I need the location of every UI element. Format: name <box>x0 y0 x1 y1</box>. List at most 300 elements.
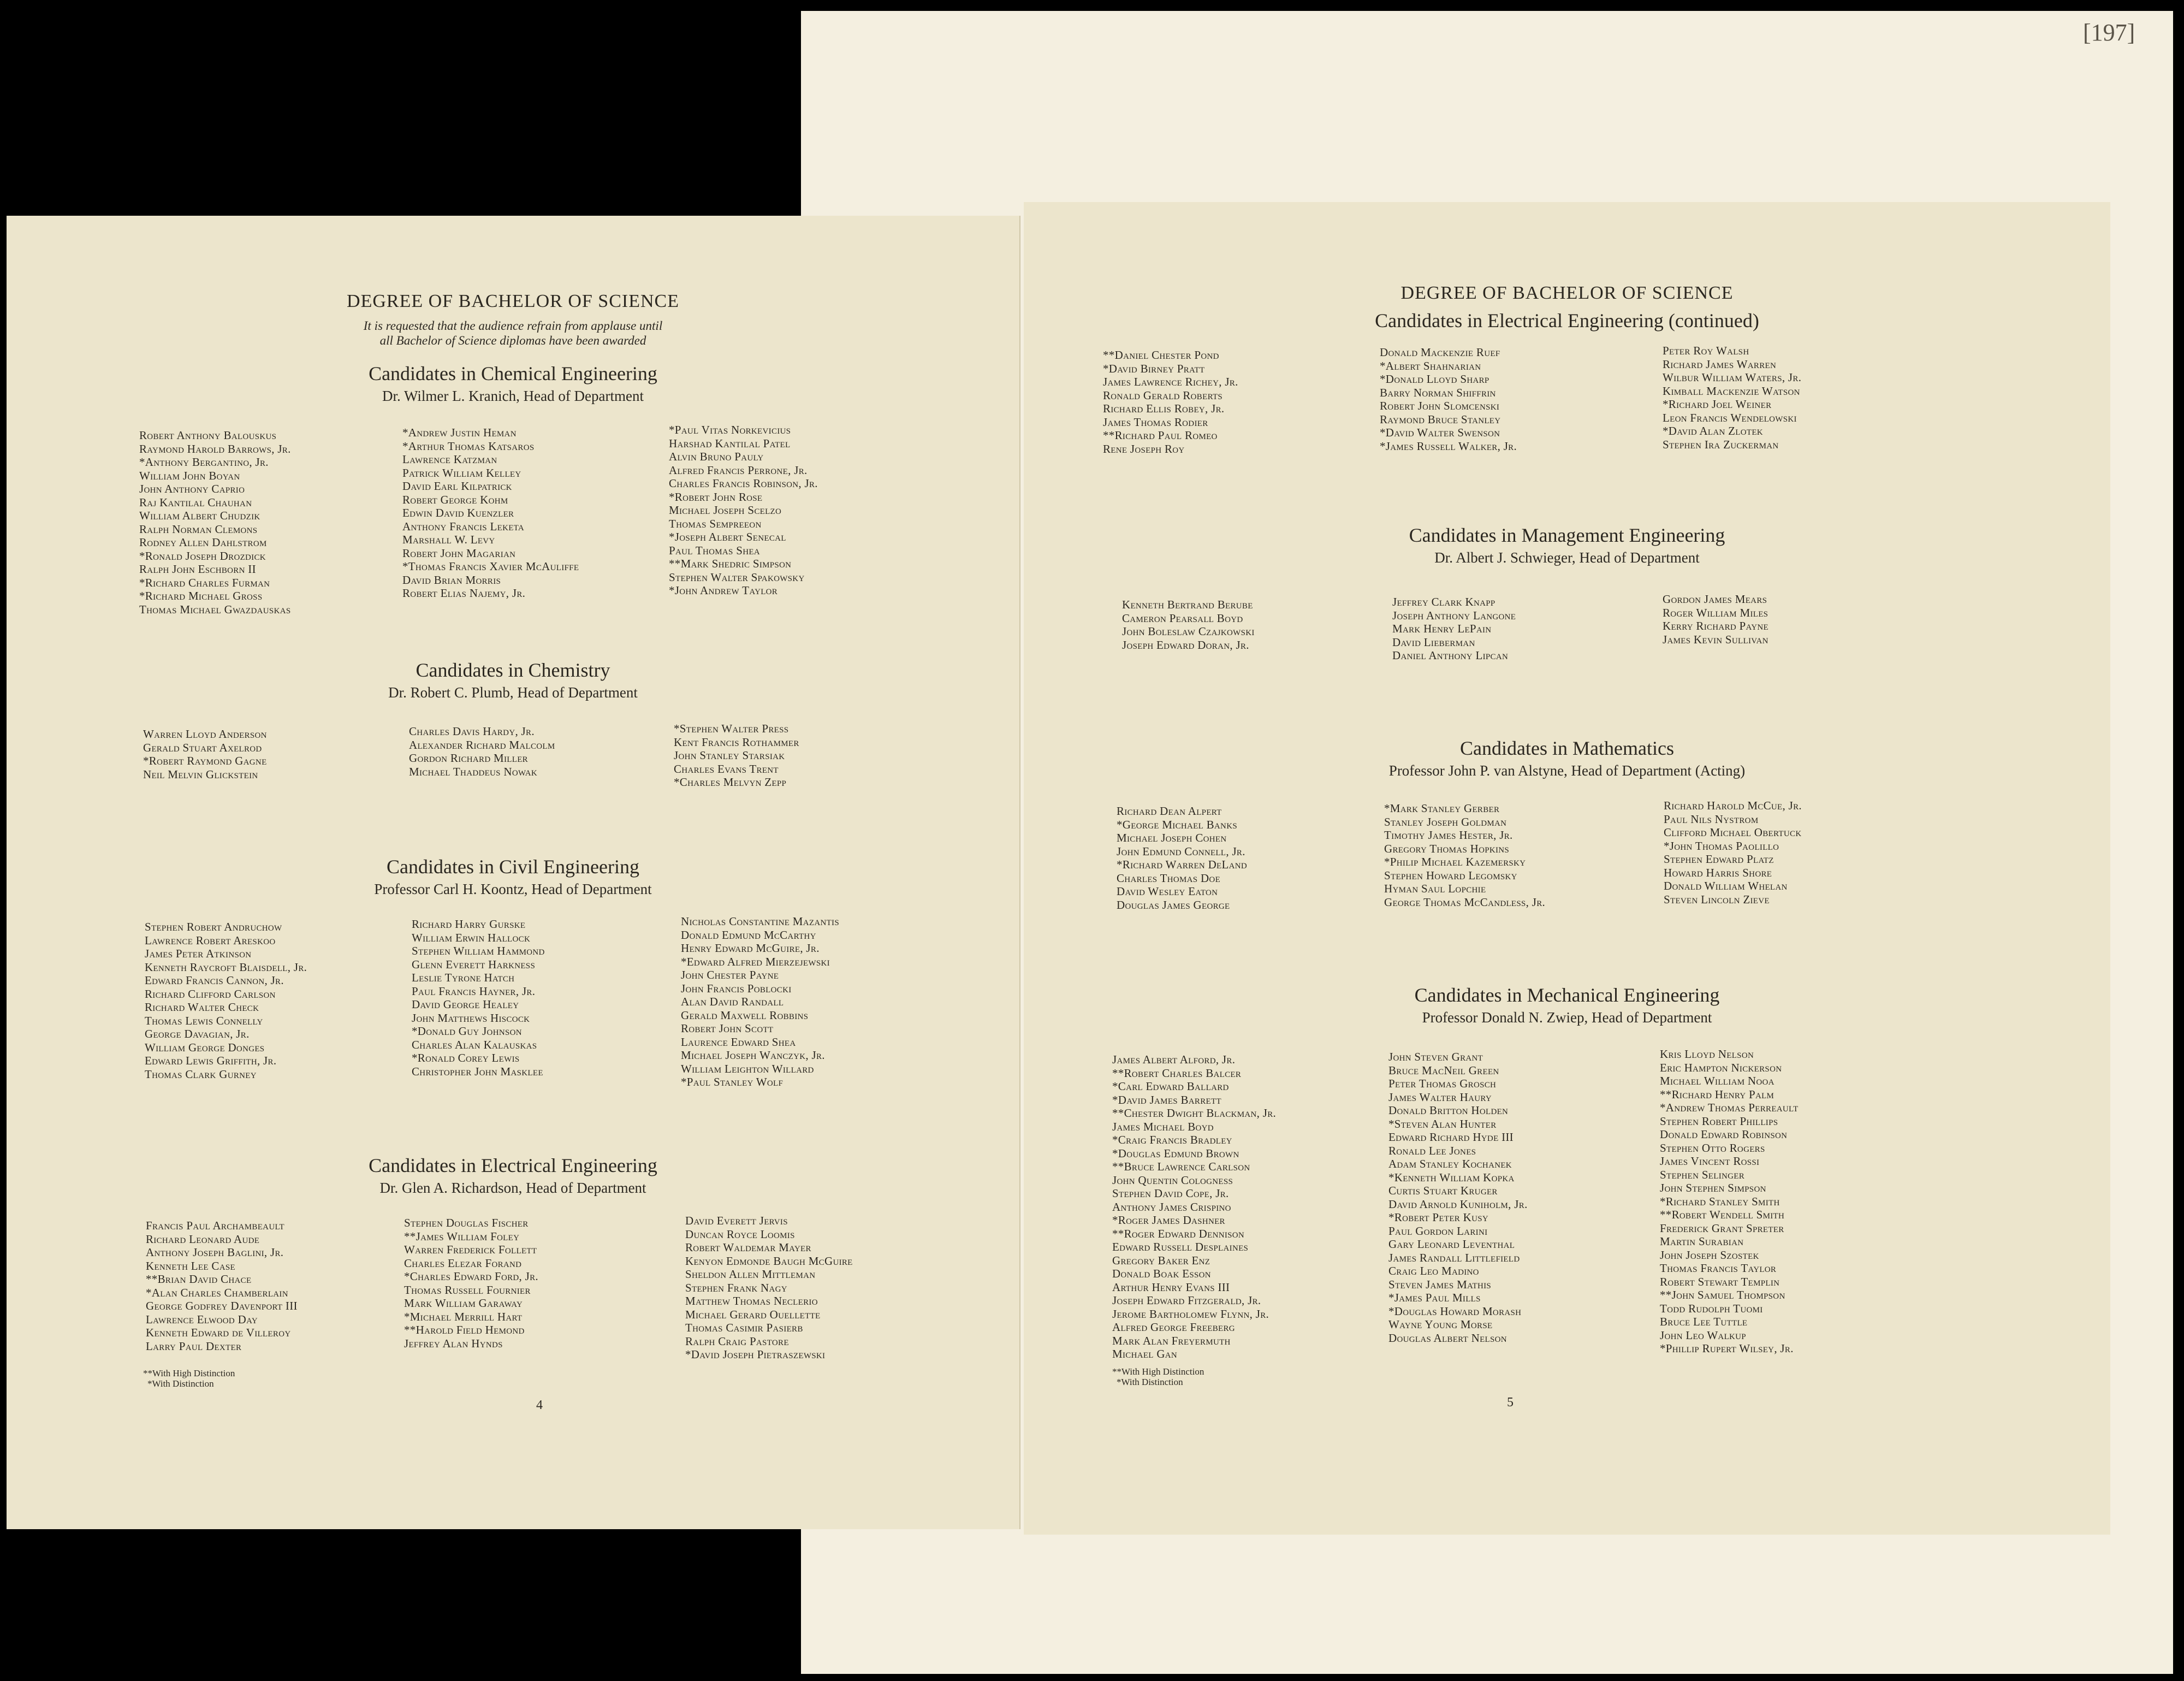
graduate-name: *David Birney Pratt <box>1103 362 1205 375</box>
section-title: Candidates in Electrical Engineering (continued) <box>1375 310 1759 332</box>
graduate-name: John Anthony Caprio <box>139 482 245 495</box>
graduate-name: Stephen Howard Legomsky <box>1384 868 1517 882</box>
graduate-name: Patrick William Kelley <box>402 466 521 480</box>
section-electrical-engineering-continued <box>1024 309 2110 333</box>
graduate-name: Charles Thomas Doe <box>1117 871 1221 885</box>
graduate-name: William Albert Chudzik <box>139 509 260 522</box>
section-title: Candidates in Chemistry <box>416 659 610 681</box>
graduate-name: David Brian Morris <box>402 573 501 587</box>
graduate-name: David Lieberman <box>1392 635 1475 649</box>
graduate-name: *Edward Alfred Mierzejewski <box>681 955 830 968</box>
graduate-name: Douglas James George <box>1117 898 1230 911</box>
section-chemical-engineering <box>7 362 1019 406</box>
graduate-name: Alan David Randall <box>681 995 784 1008</box>
graduate-name: David Everett Jervis <box>685 1214 788 1227</box>
graduate-name: Donald Britton Holden <box>1388 1104 1509 1117</box>
names-column <box>1103 348 1238 455</box>
graduate-name: Anthony Joseph Baglini, Jr. <box>146 1246 284 1259</box>
names-column <box>402 426 579 600</box>
graduate-name: **James William Foley <box>404 1229 520 1243</box>
graduate-name: Wayne Young Morse <box>1388 1318 1493 1331</box>
graduate-name: Thomas Casimir Pasierb <box>685 1321 803 1334</box>
graduate-name: John Chester Payne <box>681 968 779 981</box>
graduate-name: Robert John Magarian <box>402 546 516 560</box>
section-title: Candidates in Mathematics <box>1460 737 1674 759</box>
graduate-name: Duncan Royce Loomis <box>685 1227 795 1241</box>
graduate-name: Harshad Kantilal Patel <box>669 436 791 450</box>
graduate-name: Kent Francis Rothammer <box>674 735 799 749</box>
graduate-name: *Douglas Edmund Brown <box>1112 1146 1239 1160</box>
graduate-name: **Harold Field Hemond <box>404 1323 525 1336</box>
graduate-name: Stephen Otto Rogers <box>1660 1141 1765 1155</box>
graduate-name: **Mark Shedric Simpson <box>669 557 792 570</box>
graduate-name: Lawrence Katzman <box>402 453 497 466</box>
graduate-name: Charles Francis Robinson, Jr. <box>669 477 818 490</box>
names-column <box>143 727 267 781</box>
section-title: Candidates in Management Engineering <box>1409 524 1725 546</box>
graduate-name: Frederick Grant Spreter <box>1660 1221 1784 1235</box>
graduate-name: *Steven Alan Hunter <box>1388 1117 1497 1130</box>
graduate-name: *Paul Vitas Norkevicius <box>669 423 791 436</box>
program-page-4 <box>7 216 1020 1529</box>
graduate-name: *George Michael Banks <box>1117 818 1237 831</box>
section-mechanical-engineering <box>1024 983 2110 1028</box>
graduate-name: *Craig Francis Bradley <box>1112 1133 1232 1146</box>
graduate-name: **John Samuel Thompson <box>1660 1288 1785 1301</box>
graduate-name: Edward Francis Cannon, Jr. <box>145 974 284 987</box>
graduate-name: **Richard Henry Palm <box>1660 1087 1775 1101</box>
graduate-name: Ralph John Eschborn II <box>139 563 256 576</box>
degree-heading: DEGREE OF BACHELOR OF SCIENCE <box>1400 283 1734 303</box>
graduate-name: *David Alan Zlotek <box>1663 424 1763 437</box>
graduate-name: *Richard Warren DeLand <box>1117 858 1248 871</box>
graduate-name: Stephen Robert Andruchow <box>145 920 282 933</box>
section-title: Candidates in Mechanical Engineering <box>1414 984 1720 1006</box>
graduate-name: Alfred George Freeberg <box>1112 1321 1235 1334</box>
graduate-name: Robert John Scott <box>681 1022 774 1035</box>
graduate-name: James Thomas Rodier <box>1103 415 1208 429</box>
graduate-name: Daniel Anthony Lipcan <box>1392 649 1509 662</box>
graduate-name: Ronald Gerald Roberts <box>1103 388 1223 402</box>
graduate-name: **Chester Dwight Blackman, Jr. <box>1112 1106 1277 1120</box>
graduate-name: Anthony James Crispino <box>1112 1200 1231 1214</box>
graduate-name: Donald Mackenzie Ruef <box>1380 346 1500 359</box>
graduate-name: *Charles Melvyn Zepp <box>674 776 787 789</box>
graduate-name: Stephen Ira Zuckerman <box>1663 437 1779 451</box>
graduate-name: Paul Nils Nystrom <box>1664 812 1759 826</box>
graduate-name: Neil Melvin Glickstein <box>143 767 258 781</box>
graduate-name: Thomas Sempreeon <box>669 517 762 530</box>
graduate-name: Jerome Bartholomew Flynn, Jr. <box>1112 1307 1269 1321</box>
legend-distinction: *With Distinction <box>1117 1377 1183 1387</box>
graduate-name: Clifford Michael Obertuck <box>1664 826 1802 839</box>
graduate-name: *Ronald Joseph Drozdick <box>139 549 266 563</box>
graduate-name: Paul Thomas Shea <box>669 543 760 557</box>
graduate-name: *Robert John Rose <box>669 490 763 504</box>
graduate-name: Joseph Edward Fitzgerald, Jr. <box>1112 1294 1261 1307</box>
graduate-name: *Richard Michael Gross <box>139 589 263 602</box>
graduate-name: John Edmund Connell, Jr. <box>1117 844 1245 858</box>
graduate-name: Stanley Joseph Goldman <box>1384 815 1507 828</box>
graduate-name: Charles Davis Hardy, Jr. <box>409 725 535 738</box>
graduate-name: Stephen William Hammond <box>412 944 545 957</box>
graduate-name: Paul Gordon Larini <box>1388 1224 1488 1238</box>
graduate-name: *James Russell Walker, Jr. <box>1380 439 1517 453</box>
graduate-name: Richard Leonard Aude <box>146 1232 260 1246</box>
graduate-name: James Albert Alford, Jr. <box>1112 1053 1236 1066</box>
graduate-name: James Kevin Sullivan <box>1663 632 1768 646</box>
graduate-name: Charles Elezar Forand <box>404 1256 522 1270</box>
graduate-name: Rene Joseph Roy <box>1103 442 1185 455</box>
names-column <box>139 429 291 616</box>
legend-high-distinction: **With High Distinction <box>1112 1366 1204 1377</box>
graduate-name: Robert Anthony Balouskus <box>139 429 277 442</box>
graduate-name: John Steven Grant <box>1388 1050 1483 1063</box>
names-column <box>1380 346 1517 453</box>
graduate-name: Robert Elias Najemy, Jr. <box>402 587 526 600</box>
graduate-name: Thomas Russell Fournier <box>404 1283 531 1297</box>
section-civil-engineering <box>7 855 1019 899</box>
graduate-name: Laurence Edward Shea <box>681 1035 796 1049</box>
graduate-name: *Carl Edward Ballard <box>1112 1080 1229 1093</box>
names-column <box>404 1216 538 1350</box>
graduate-name: Richard Harry Gurske <box>412 918 526 931</box>
graduate-name: Kenneth Edward de Villeroy <box>146 1326 291 1339</box>
graduate-name: Craig Leo Madino <box>1388 1264 1479 1277</box>
graduate-name: George Davagian, Jr. <box>145 1027 250 1040</box>
names-column <box>412 918 545 1078</box>
graduate-name: *Robert Raymond Gagne <box>143 754 267 767</box>
graduate-name: Lawrence Robert Areskoo <box>145 933 276 947</box>
names-column <box>1663 593 1768 646</box>
graduate-name: Thomas Francis Taylor <box>1660 1262 1777 1275</box>
graduate-name: *Andrew Justin Heman <box>402 426 517 439</box>
graduate-name: Michael Thaddeus Nowak <box>409 765 538 778</box>
names-column <box>1117 804 1247 911</box>
names-column <box>1122 598 1255 652</box>
graduate-name: *Philip Michael Kazemersky <box>1384 855 1526 868</box>
graduate-name: Kenneth Lee Case <box>146 1259 235 1272</box>
graduate-name: *Michael Merrill Hart <box>404 1310 523 1323</box>
graduate-name: Gregory Thomas Hopkins <box>1384 842 1510 855</box>
legend-distinction: *With Distinction <box>147 1378 214 1389</box>
graduate-name: Cameron Pearsall Boyd <box>1122 611 1243 625</box>
graduate-name: Edward Lewis Griffith, Jr. <box>145 1054 277 1067</box>
graduate-name: Raymond Bruce Stanley <box>1380 412 1501 426</box>
names-column <box>681 915 839 1089</box>
names-column <box>685 1214 853 1362</box>
graduate-name: Steven Lincoln Zieve <box>1664 892 1770 906</box>
section-mathematics <box>1024 736 2110 781</box>
graduate-name: Richard Dean Alpert <box>1117 804 1222 818</box>
graduate-name: Jeffrey Alan Hynds <box>404 1336 503 1350</box>
graduate-name: *Douglas Howard Morash <box>1388 1304 1522 1318</box>
names-column <box>1112 1053 1276 1361</box>
graduate-name: Warren Frederick Follett <box>404 1243 537 1256</box>
graduate-name: Kris Lloyd Nelson <box>1660 1047 1754 1061</box>
graduate-name: *James Paul Mills <box>1388 1291 1481 1304</box>
graduate-name: Mark Alan Freyermuth <box>1112 1334 1231 1347</box>
graduate-name: Matthew Thomas Neclerio <box>685 1294 818 1307</box>
graduate-name: Sheldon Allen Mittleman <box>685 1268 816 1281</box>
graduate-name: **Robert Wendell Smith <box>1660 1208 1785 1221</box>
graduate-name: William Erwin Hallock <box>412 931 531 944</box>
graduate-name: Larry Paul Dexter <box>146 1339 242 1353</box>
graduate-name: Arthur Henry Evans III <box>1112 1280 1230 1294</box>
graduate-name: Adam Stanley Kochanek <box>1388 1157 1512 1170</box>
graduate-name: *Richard Charles Furman <box>139 576 270 589</box>
department-head: Professor John P. van Alstyne, Head of Department (Acting) <box>1388 762 1746 779</box>
graduate-name: Edward Russell Desplaines <box>1112 1240 1249 1253</box>
names-column <box>1384 802 1545 909</box>
graduate-name: Michael William Nooa <box>1660 1074 1775 1087</box>
graduate-name: Francis Paul Archambeault <box>146 1219 284 1232</box>
graduate-name: Ralph Craig Pastore <box>685 1334 789 1348</box>
graduate-name: James Walter Haury <box>1388 1090 1492 1104</box>
graduate-name: Michael Joseph Wanczyk, Jr. <box>681 1049 825 1062</box>
graduate-name: James Peter Atkinson <box>145 947 252 960</box>
graduate-name: Michael Joseph Cohen <box>1117 831 1227 844</box>
graduate-name: Kimball Mackenzie Watson <box>1663 384 1800 398</box>
department-head: Dr. Wilmer L. Kranich, Head of Department <box>382 388 644 404</box>
section-title: Candidates in Electrical Engineering <box>369 1155 657 1176</box>
graduate-name: Richard Harold McCue, Jr. <box>1664 799 1802 812</box>
names-column <box>1664 799 1802 906</box>
graduate-name: William George Donges <box>145 1040 265 1054</box>
graduate-name: Gerald Stuart Axelrod <box>143 741 262 754</box>
graduate-name: Stephen Douglas Fischer <box>404 1216 529 1229</box>
graduate-name: Robert Waldemar Mayer <box>685 1241 811 1254</box>
graduate-name: Raymond Harold Barrows, Jr. <box>139 442 291 455</box>
graduate-name: Gordon James Mears <box>1663 593 1767 606</box>
graduate-name: Mark Henry LePain <box>1392 622 1492 635</box>
graduate-name: Richard James Warren <box>1663 357 1777 371</box>
section-title: Candidates in Chemical Engineering <box>369 363 657 384</box>
graduate-name: Todd Rudolph Tuomi <box>1660 1301 1763 1315</box>
graduate-name: Leon Francis Wendelowski <box>1663 411 1797 424</box>
graduate-name: Nicholas Constantine Mazantis <box>681 915 839 928</box>
section-title: Candidates in Civil Engineering <box>387 856 639 878</box>
graduate-name: *Anthony Bergantino, Jr. <box>139 455 269 469</box>
graduate-name: Robert George Kohm <box>402 493 508 506</box>
names-column <box>145 920 307 1081</box>
names-column <box>1392 595 1516 662</box>
graduate-name: Alexander Richard Malcolm <box>409 738 555 751</box>
graduate-name: Steven James Mathis <box>1388 1277 1492 1291</box>
graduate-name: *Kenneth William Kopka <box>1388 1170 1515 1184</box>
graduate-name: Peter Thomas Grosch <box>1388 1077 1497 1090</box>
graduate-name: Kenneth Raycroft Blaisdell, Jr. <box>145 960 307 974</box>
graduate-name: Barry Norman Shiffrin <box>1380 386 1496 399</box>
graduate-name: Richard Ellis Robey, Jr. <box>1103 402 1225 415</box>
graduate-name: Howard Harris Shore <box>1664 866 1772 879</box>
graduate-name: Richard Walter Check <box>145 1001 259 1014</box>
graduate-name: Edward Richard Hyde III <box>1388 1130 1514 1144</box>
graduate-name: Wilbur William Waters, Jr. <box>1663 371 1802 384</box>
names-column <box>1660 1047 1799 1356</box>
graduate-name: *Robert Peter Kusy <box>1388 1211 1489 1224</box>
legend-high-distinction: **With High Distinction <box>143 1368 235 1378</box>
graduate-name: *Ronald Corey Lewis <box>412 1051 520 1064</box>
graduate-name: Gerald Maxwell Robbins <box>681 1008 809 1022</box>
graduate-name: **Daniel Chester Pond <box>1103 348 1219 362</box>
graduate-name: *Stephen Walter Press <box>674 722 789 735</box>
graduate-name: John Stanley Starsiak <box>674 749 785 762</box>
graduate-name: Donald Edward Robinson <box>1660 1128 1788 1141</box>
graduate-name: Gary Leonard Leventhal <box>1388 1238 1515 1251</box>
graduate-name: **Brian David Chace <box>146 1272 252 1286</box>
graduate-name: Glenn Everett Harkness <box>412 957 536 971</box>
names-column <box>669 423 818 597</box>
graduate-name: Bruce MacNeil Green <box>1388 1063 1499 1077</box>
graduate-name: Warren Lloyd Anderson <box>143 727 267 741</box>
graduate-name: *Paul Stanley Wolf <box>681 1075 784 1088</box>
graduate-name: Bruce Lee Tuttle <box>1660 1315 1748 1328</box>
graduate-name: Curtis Stuart Kruger <box>1388 1184 1498 1197</box>
graduate-name: Christopher John Masklee <box>412 1064 543 1078</box>
graduate-name: Thomas Michael Gwazdauskas <box>139 602 291 616</box>
graduate-name: Mark William Garaway <box>404 1297 523 1310</box>
graduate-name: John Boleslaw Czajkowski <box>1122 625 1255 638</box>
graduate-name: *Alan Charles Chamberlain <box>146 1286 288 1299</box>
graduate-name: Rodney Allen Dahlstrom <box>139 536 267 549</box>
graduate-name: **Robert Charles Balcer <box>1112 1066 1242 1080</box>
graduate-name: Donald William Whelan <box>1664 879 1788 892</box>
graduate-name: Stephen Selinger <box>1660 1168 1745 1181</box>
graduate-name: Ralph Norman Clemons <box>139 522 258 536</box>
distinction-legend <box>143 1368 235 1389</box>
degree-heading: DEGREE OF BACHELOR OF SCIENCE <box>347 291 679 311</box>
graduate-name: *John Thomas Paolillo <box>1664 839 1779 853</box>
graduate-name: James Randall Littlefield <box>1388 1251 1520 1264</box>
graduate-name: Charles Evans Trent <box>674 762 779 776</box>
graduate-name: *Richard Stanley Smith <box>1660 1194 1780 1208</box>
graduate-name: Kenneth Bertrand Berube <box>1122 598 1253 611</box>
names-column <box>1663 344 1801 451</box>
graduate-name: *Phillip Rupert Wilsey, Jr. <box>1660 1342 1794 1355</box>
graduate-name: Martin Surabian <box>1660 1235 1744 1248</box>
graduate-name: John Leo Walkup <box>1660 1328 1746 1342</box>
graduate-name: Jeffrey Clark Knapp <box>1392 595 1495 608</box>
names-column <box>146 1219 298 1353</box>
graduate-name: Michael Joseph Scelzo <box>669 504 782 517</box>
graduate-name: John Francis Poblocki <box>681 981 792 995</box>
program-page-5 <box>1024 202 2110 1535</box>
graduate-name: Richard Clifford Carlson <box>145 987 276 1001</box>
graduate-name: Douglas Albert Nelson <box>1388 1331 1507 1345</box>
section-electrical-engineering <box>7 1153 1019 1198</box>
graduate-name: Michael Gerard Ouellette <box>685 1307 821 1321</box>
graduate-name: Peter Roy Walsh <box>1663 344 1749 357</box>
names-column <box>409 725 555 778</box>
graduate-name: Thomas Lewis Connelly <box>145 1014 263 1027</box>
department-head: Dr. Glen A. Richardson, Head of Department <box>379 1180 646 1196</box>
graduate-name: *Richard Joel Weiner <box>1663 398 1772 411</box>
section-chemistry <box>7 658 1019 703</box>
graduate-name: Stephen Edward Platz <box>1664 853 1774 866</box>
section-management-engineering <box>1024 523 2110 568</box>
graduate-name: *John Andrew Taylor <box>669 584 778 597</box>
graduate-name: Donald Edmund McCarthy <box>681 928 816 942</box>
graduate-name: Thomas Clark Gurney <box>145 1067 257 1081</box>
graduate-name: Gordon Richard Miller <box>409 751 528 765</box>
graduate-name: Edwin David Kuenzler <box>402 506 514 519</box>
graduate-name: Gregory Baker Enz <box>1112 1253 1210 1267</box>
graduate-name: Michael Gan <box>1112 1347 1178 1360</box>
graduate-name: Stephen Robert Phillips <box>1660 1114 1778 1128</box>
graduate-name: *Mark Stanley Gerber <box>1384 802 1500 815</box>
graduate-name: John Stephen Simpson <box>1660 1181 1766 1194</box>
page-number: 4 <box>536 1398 543 1412</box>
graduate-name: *David Joseph Pietraszewski <box>685 1348 826 1361</box>
graduate-name: Robert Stewart Templin <box>1660 1275 1780 1288</box>
graduate-name: George Godfrey Davenport III <box>146 1299 298 1312</box>
graduate-name: Marshall W. Levy <box>402 533 495 546</box>
graduate-name: William John Boyan <box>139 469 240 482</box>
graduate-name: Alvin Bruno Pauly <box>669 450 764 463</box>
department-head: Professor Carl H. Koontz, Head of Department <box>374 881 652 897</box>
graduate-name: Raj Kantilal Chauhan <box>139 495 252 509</box>
names-column <box>1388 1050 1528 1345</box>
graduate-name: David Earl Kilpatrick <box>402 480 512 493</box>
graduate-name: **Bruce Lawrence Carlson <box>1112 1160 1250 1173</box>
graduate-name: Hyman Saul Lopchie <box>1384 882 1486 895</box>
graduate-name: *Thomas Francis Xavier McAuliffe <box>402 560 579 573</box>
graduate-name: Joseph Edward Doran, Jr. <box>1122 638 1249 652</box>
graduate-name: *Donald Guy Johnson <box>412 1025 522 1038</box>
graduate-name: Eric Hampton Nickerson <box>1660 1061 1782 1074</box>
graduate-name: David Wesley Eaton <box>1117 885 1218 898</box>
graduate-name: John Quentin Cologness <box>1112 1173 1233 1187</box>
graduate-name: Stephen Walter Spakowsky <box>669 570 805 584</box>
graduate-name: William Leighton Willard <box>681 1062 814 1075</box>
names-column <box>674 722 799 789</box>
graduate-name: Roger William Miles <box>1663 606 1768 619</box>
graduate-name: **Richard Paul Romeo <box>1103 429 1218 442</box>
department-head: Dr. Albert J. Schwieger, Head of Department <box>1434 549 1700 566</box>
graduate-name: *David James Barrett <box>1112 1093 1221 1106</box>
department-head: Professor Donald N. Zwiep, Head of Department <box>1422 1009 1712 1026</box>
graduate-name: Anthony Francis Leketa <box>402 519 525 533</box>
graduate-name: David George Healey <box>412 998 519 1011</box>
graduate-name: James Michael Boyd <box>1112 1120 1214 1133</box>
graduate-name: *Charles Edward Ford, Jr. <box>404 1270 538 1283</box>
graduate-name: Kenyon Edmonde Baugh McGuire <box>685 1254 853 1268</box>
graduate-name: *Arthur Thomas Katsaros <box>402 439 535 453</box>
graduate-name: John Joseph Szostek <box>1660 1248 1759 1262</box>
graduate-name: Stephen David Cope, Jr. <box>1112 1187 1229 1200</box>
graduate-name: **Roger Edward Dennison <box>1112 1227 1245 1240</box>
page-number: 5 <box>1507 1395 1514 1410</box>
graduate-name: David Arnold Kuniholm, Jr. <box>1388 1197 1528 1211</box>
graduate-name: *Andrew Thomas Perreault <box>1660 1101 1799 1114</box>
graduate-name: Stephen Frank Nagy <box>685 1281 787 1294</box>
distinction-legend <box>1112 1366 1204 1387</box>
graduate-name: James Lawrence Richey, Jr. <box>1103 375 1238 388</box>
graduate-name: James Vincent Rossi <box>1660 1155 1760 1168</box>
graduate-name: Timothy James Hester, Jr. <box>1384 828 1513 842</box>
graduate-name: Charles Alan Kalauskas <box>412 1038 537 1051</box>
graduate-name: John Matthews Hiscock <box>412 1011 530 1025</box>
graduate-name: Kerry Richard Payne <box>1663 619 1769 632</box>
graduate-name: *Albert Shahnarian <box>1380 359 1481 372</box>
graduate-name: Lawrence Elwood Day <box>146 1312 258 1326</box>
graduate-name: Paul Francis Hayner, Jr. <box>412 984 536 998</box>
graduate-name: *Roger James Dashner <box>1112 1214 1225 1227</box>
graduate-name: Joseph Anthony Langone <box>1392 608 1516 622</box>
graduate-name: Ronald Lee Jones <box>1388 1144 1476 1157</box>
graduate-name: Donald Boak Esson <box>1112 1267 1211 1280</box>
